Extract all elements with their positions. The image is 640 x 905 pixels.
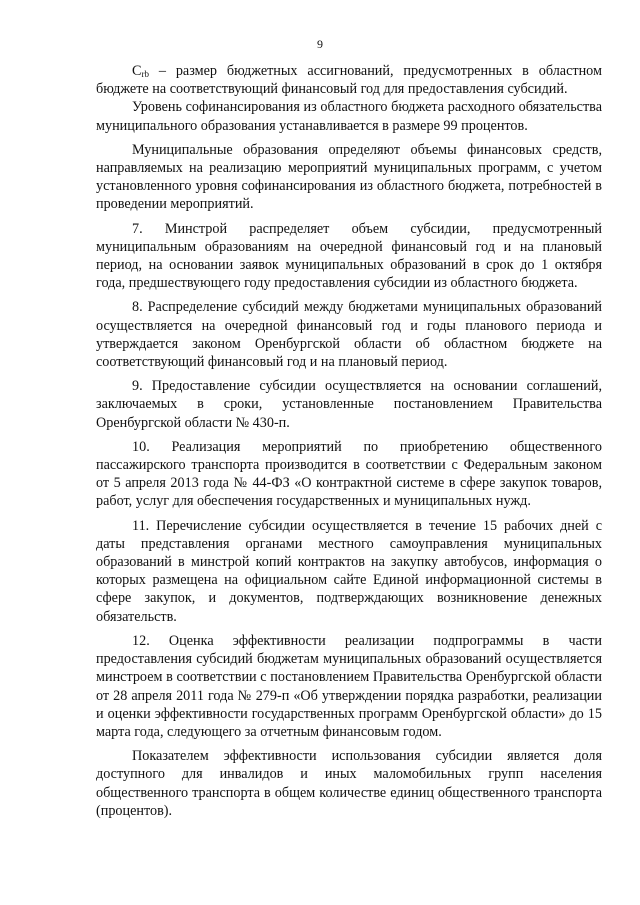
symbol-subscript: rb bbox=[141, 69, 149, 79]
page-number: 9 bbox=[317, 37, 323, 51]
paragraph-crb-definition bbox=[96, 62, 602, 98]
symbol-c: C bbox=[132, 63, 142, 79]
paragraph-text: – размер бюджетных ассигнований, предусмотренных в областном бюджете на соответствующий финансовый год для предоставления субсидий. bbox=[96, 63, 602, 98]
paragraph-item-10: 10. Реализация мероприятий по приобретению общественного пассажирского транспорта производится в соответствии с Федеральным законом от 5 апреля 2013 года № 44-ФЗ «О контрактной системе в сфере закупок товаров, работ, услуг для обеспечения государственных и муниципальных нужд. bbox=[96, 438, 602, 510]
paragraph-municipal-volumes: Муниципальные образования определяют объемы финансовых средств, направляемых на реализацию мероприятий муниципальных программ, с учетом установленного уровня софинансирования из областного бюджета, потребностей в проведении мероприятий. bbox=[96, 141, 602, 213]
paragraph-efficiency-indicator: Показателем эффективности использования субсидии является доля доступного для инвалидов и иных маломобильных групп населения общественного транспорта в общем количестве единиц общественного транспорта (процентов). bbox=[96, 748, 602, 819]
paragraph-item-7: 7. Минстрой распределяет объем субсидии, предусмотренный муниципальным образованиям на очередной финансовый год и на плановый период, на основании заявок муниципальных образований в срок до 1 октября года, предшествующего году предоставления субсидии из областного бюджета. bbox=[96, 220, 602, 292]
document-body bbox=[96, 62, 602, 826]
paragraph-item-11: 11. Перечисление субсидии осуществляется в течение 15 рабочих дней с даты представления органами местного самоуправления муниципальных образований в минстрой копий контрактов на закупку автобусов, информация о которых размещена на официальном сайте Единой информационной системы в сфере закупок, и документов, подтверждающих возникновение денежных обязательств. bbox=[96, 517, 602, 625]
paragraph-item-12: 12. Оценка эффективности реализации подпрограммы в части предоставления субсидий бюджетам муниципальных образований осуществляется минстроем в соответствии с постановлением Правительства Оренбургской области от 28 апреля 2011 года № 279-п «Об утверждении порядка разработки, реализации и оценки эффективности государственных программ Оренбургской области» до 15 марта года, следующего за отчетным финансовым годом. bbox=[96, 632, 602, 740]
paragraph-cofinancing-level: Уровень софинансирования из областного бюджета расходного обязательства муниципального образования устанавливается в размере 99 процентов. bbox=[96, 99, 602, 134]
paragraph-item-9: 9. Предоставление субсидии осуществляется на основании соглашений, заключаемых в сроки, установленные постановлением Правительства Оренбургской области № 430-п. bbox=[96, 378, 602, 431]
paragraph-item-8: 8. Распределение субсидий между бюджетами муниципальных образований осуществляется на очередной финансовый год и годы планового периода и утверждается законом Оренбургской области об областном бюджете на соответствующий финансовый год и на плановый период. bbox=[96, 299, 602, 371]
